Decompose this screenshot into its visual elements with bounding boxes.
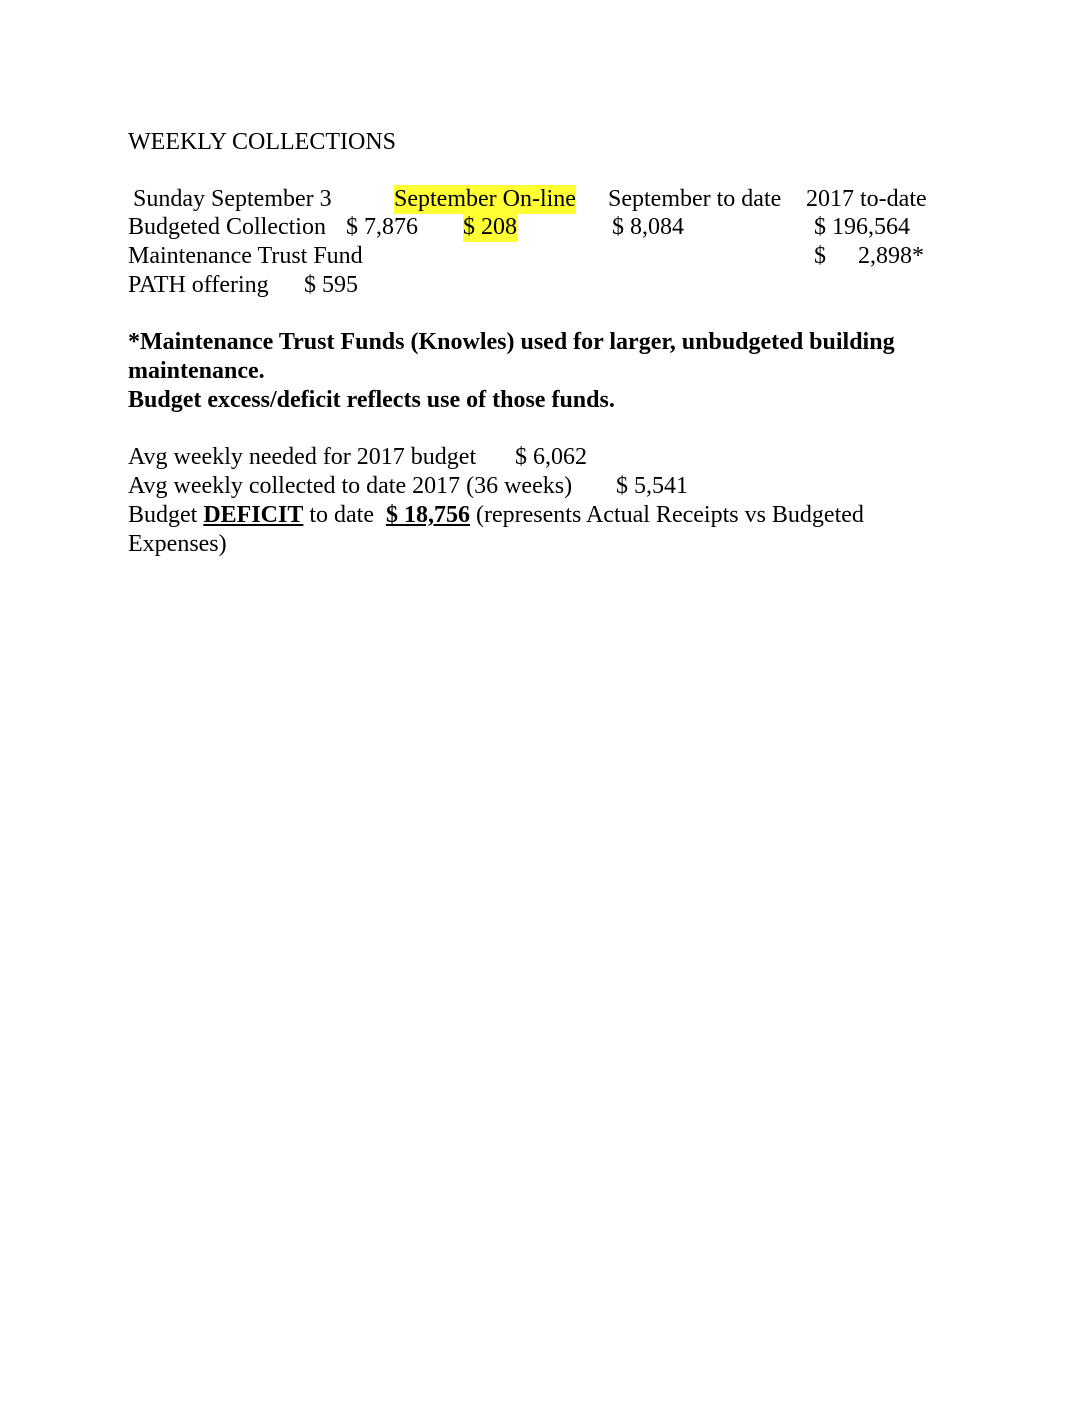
budgeted-year-value: $ 196,564 bbox=[814, 214, 910, 240]
document-title: WEEKLY COLLECTIONS bbox=[128, 129, 396, 155]
budgeted-online-value: $ 208 bbox=[463, 214, 517, 240]
budgeted-sunday-value: $ 7,876 bbox=[346, 214, 418, 240]
deficit-suffix: (represents Actual Receipts vs Budgeted bbox=[476, 502, 864, 528]
deficit-mid: to date bbox=[309, 502, 374, 528]
avg-collected-label: Avg weekly collected to date 2017 (36 weeks) bbox=[128, 473, 573, 499]
note-line-2: maintenance. bbox=[128, 358, 265, 384]
maintenance-year-value: 2,898* bbox=[858, 243, 924, 269]
deficit-prefix: Budget bbox=[128, 502, 198, 528]
header-online: September On-line bbox=[394, 186, 576, 212]
deficit-line bbox=[128, 501, 864, 530]
path-value: $ 595 bbox=[304, 272, 358, 298]
maintenance-currency: $ bbox=[814, 243, 826, 269]
note-line-3: Budget excess/deficit reflects use of those funds. bbox=[128, 387, 615, 413]
deficit-value: $ 18,756 bbox=[386, 502, 470, 528]
header-year: 2017 to-date bbox=[806, 186, 927, 212]
deficit-word: DEFICIT bbox=[203, 502, 304, 528]
deficit-suffix-line-2: Expenses) bbox=[128, 531, 227, 557]
header-sunday: Sunday September 3 bbox=[133, 186, 332, 212]
maintenance-label: Maintenance Trust Fund bbox=[128, 243, 363, 269]
avg-needed-label: Avg weekly needed for 2017 budget bbox=[128, 444, 477, 470]
budgeted-label: Budgeted Collection bbox=[128, 214, 326, 240]
note-line-1: *Maintenance Trust Funds (Knowles) used for larger, unbudgeted building bbox=[128, 329, 895, 355]
budgeted-month-value: $ 8,084 bbox=[612, 214, 684, 240]
path-label: PATH offering bbox=[128, 272, 269, 298]
avg-collected-value: $ 5,541 bbox=[616, 473, 688, 499]
avg-needed-value: $ 6,062 bbox=[515, 444, 587, 470]
header-month: September to date bbox=[608, 186, 782, 212]
